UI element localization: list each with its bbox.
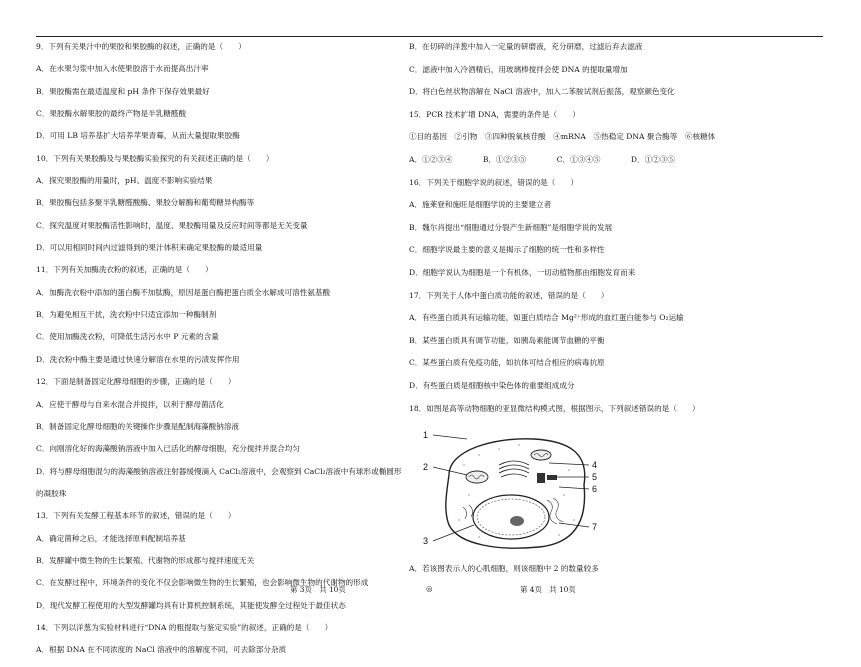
centriole [537, 473, 545, 483]
figure-label-6: 6 [592, 484, 598, 495]
question-line: D．洗衣粉中酶主要是通过快速分解溶在水里的污渍发挥作用 [36, 354, 240, 364]
question-line: D．现代发酵工程使用的大型发酵罐均具有计算机控制系统，其能使发酵全过程处于最佳状态 [36, 600, 346, 610]
figure-label-4: 4 [592, 460, 598, 471]
question-line: C．某些蛋白质有免疫功能，如抗体可结合相应的病毒抗原 [409, 358, 605, 368]
figure-label-7: 7 [592, 522, 598, 533]
nucleus [473, 495, 549, 539]
question-line: B．某些蛋白质具有调节功能，如胰岛素能调节血糖的平衡 [409, 335, 605, 345]
center-mark: ◎ [426, 584, 433, 593]
question-line: A．若该图表示人的心肌细胞，则该细胞中 2 的数量较多 [409, 564, 599, 574]
question-line: B．为避免相互干扰，洗衣粉中只适宜添加一种酶制剂 [36, 310, 217, 320]
question-line: A．施莱登和施旺是细胞学说的主要建立者 [409, 200, 552, 210]
question-line: B．制备固定化酵母细胞的关键操作步骤是配制海藻酸钠溶液 [36, 421, 240, 431]
figure-label-2: 2 [423, 462, 429, 473]
figure-label-3: 3 [423, 536, 429, 547]
question-line: 的凝胶珠 [36, 488, 67, 498]
question-line: C．在发酵过程中，环境条件的变化不仅会影响微生物的生长繁殖，也会影响微生物的代谢物的形成 [36, 578, 369, 588]
question-line: A．应使干酵母与自来水混合并搅拌，以利于酵母菌活化 [36, 399, 224, 409]
question-line: C．细胞学说最主要的意义是揭示了细胞的统一性和多样性 [409, 245, 605, 255]
question-line: D．有些蛋白质是细胞核中染色体的重要组成成分 [409, 380, 575, 390]
question-line: A．加酶洗衣粉中添加的蛋白酶不加肽酶，原因是蛋白酶把蛋白质全水解成可溶性氨基酸 [36, 287, 331, 297]
cell-diagram [419, 425, 629, 557]
question-line: 13．下列有关发酵工程基本环节的叙述，错误的是（ ） [36, 511, 236, 521]
figure-label-1: 1 [423, 430, 429, 441]
question-line: B．果胶酶包括多聚半乳糖醛酸酶、果胶分解酶和葡萄糖异构酶等 [36, 198, 255, 208]
header-rule [36, 36, 823, 37]
question-line: A．根据 DNA 在不同浓度的 NaCl 溶液中的溶解度不同，可去除部分杂质 [36, 645, 287, 655]
question-line: 9．下列有关果汁中的果胶和果胶酶的叙述，正确的是（ ） [36, 42, 246, 51]
cell-diagram-svg [419, 425, 629, 557]
question-line: B．果胶酶需在最适温度和 pH 条件下保存效果最好 [36, 86, 210, 96]
centriole [547, 475, 557, 480]
right-column-text-top [409, 41, 809, 414]
question-line: C．使用加酶洗衣粉，可降低生活污水中 P 元素的含量 [36, 332, 219, 342]
right-column-text-bottom [409, 563, 809, 574]
question-line: D．将白色丝状物溶解在 NaCl 溶液中，加入二苯胺试剂后振荡，观察颜色变化 [409, 87, 675, 97]
nuclear-envelope [477, 499, 545, 535]
question-line: 15．PCR 技术扩增 DNA，需要的条件是（ ） [409, 109, 580, 119]
question-line: 11．下列有关加酶洗衣粉的叙述，正确的是（ ） [36, 265, 213, 275]
nucleolus [510, 516, 524, 526]
page-number-right: 第 4页 共 10页 [520, 585, 576, 594]
question-line: A．①②③④ B．①②③⑤ C．①③④⑤ D．①②③⑤ [409, 154, 675, 164]
golgi-apparatus [499, 461, 529, 477]
question-line: D．将与酵母细胞混匀的海藻酸钠溶液注射器缓慢滴入 CaCl₂溶液中，会观察到 CaCl₂溶液中有球形或椭圆形 [36, 466, 402, 476]
cell-membrane [446, 439, 585, 548]
question-line: C．向刚溶化好的海藻酸钠溶液中加入已活化的酵母细胞，充分搅拌并混合均匀 [36, 444, 300, 454]
question-line: 18．如图是高等动物细胞的亚显微结构模式图，根据图示，下列叙述错误的是（ ） [409, 403, 700, 413]
question-line: A．确定菌种之后，才能选择原料配制培养基 [36, 533, 186, 543]
question-line: 17．下列关于人体中蛋白质功能的叙述，错误的是（ ） [409, 290, 609, 300]
question-line: A．探究果胶酶的用量时，pH、温度不影响实验结果 [36, 176, 213, 186]
question-line: C．果胶酶水解果胶的最终产物是半乳糖醛酸 [36, 109, 187, 119]
question-line: 14．下列以洋葱为实验材料进行“DNA 的粗提取与鉴定实验”的叙述，正确的是（ ） [36, 622, 333, 632]
left-column [36, 41, 411, 667]
label-lines [433, 435, 589, 541]
figure-label-5: 5 [592, 472, 598, 483]
question-line: A．在水果匀浆中加入水使果胶溶于水而提高出汁率 [36, 64, 209, 74]
question-line: B．发酵罐中微生物的生长繁殖、代谢物的形成都与搅拌速度无关 [36, 555, 255, 565]
question-line: 12．下面是制备固定化酵母细胞的步骤，正确的是（ ） [36, 377, 236, 387]
question-line: 16．下列关于细胞学说的叙述，错误的是（ ） [409, 177, 579, 187]
page-number-left: 第 3页 共 10页 [290, 585, 346, 594]
question-line: C．探究温度对果胶酶活性影响时，温度、果胶酶用量及反应时间等都是无关变量 [36, 220, 308, 230]
question-line: B．在切碎的洋葱中加入一定量的研磨液，充分研磨，过滤后弃去滤液 [409, 42, 643, 51]
question-line: A．有些蛋白质具有运输功能，如蛋白质结合 Mg²⁺形成的血红蛋白能参与 O₂运输 [409, 313, 684, 323]
right-column [409, 41, 809, 586]
question-line: ①目的基因 ②引物 ③四种脱氧核苷酸 ④mRNA ⑤热稳定 DNA 聚合酶等 ⑥核糖体 [409, 132, 716, 142]
question-line: D．可以用相同时间内过滤得到的果汁体积来确定果胶酶的最适用量 [36, 243, 263, 253]
question-line: D．可用 LB 培养基扩大培养苹果青霉，从而大量提取果胶酶 [36, 131, 240, 141]
question-line: B．魏尔肖提出“细胞通过分裂产生新细胞”是细胞学说的发展 [409, 222, 613, 232]
question-line: 10．下列有关果胶酶及与果胶酶实验探究的有关叙述正确的是（ ） [36, 153, 274, 163]
question-line: D．细胞学说认为细胞是一个有机体，一切动植物都由细胞发育而来 [409, 267, 636, 277]
question-line: C．滤液中加入冷酒精后，用玻璃棒搅拌会使 DNA 的提取量增加 [409, 64, 628, 74]
